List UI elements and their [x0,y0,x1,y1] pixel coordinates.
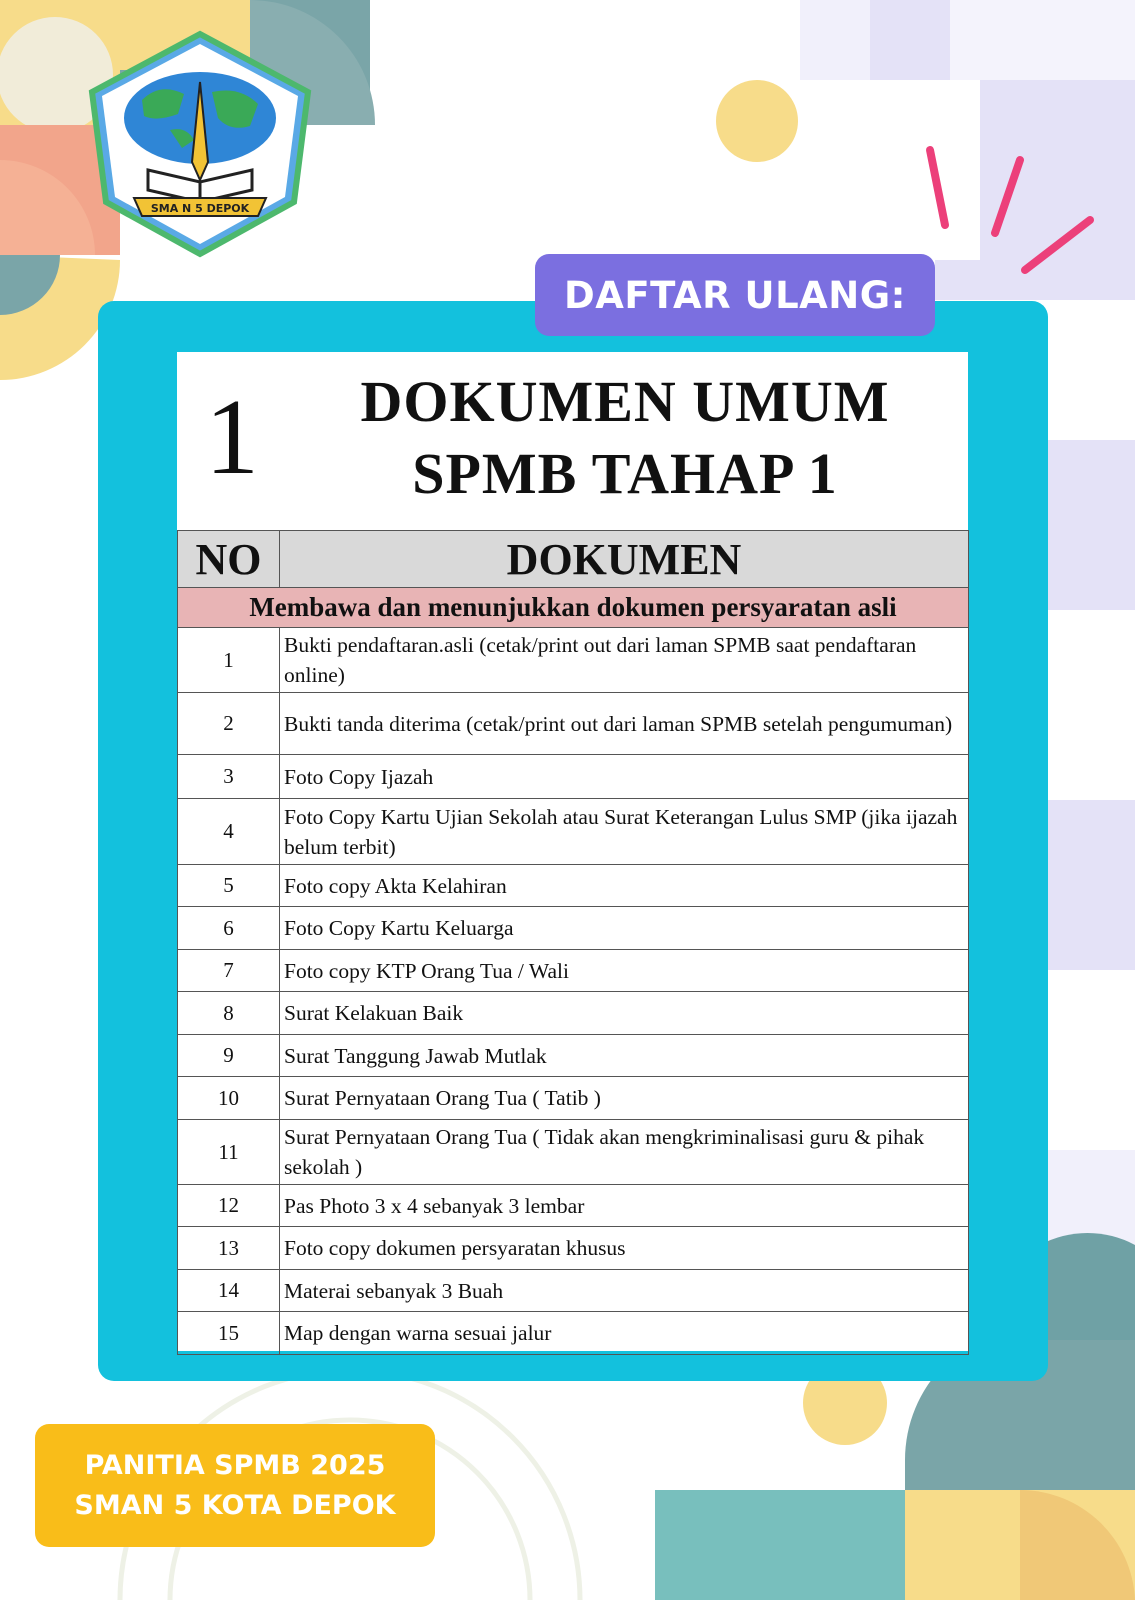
row-text: Foto copy KTP Orang Tua / Wali [280,950,969,992]
row-text: Map dengan warna sesuai jalur [280,1312,969,1355]
document-title-line2: SPMB TAHAP 1 [412,441,838,506]
row-text: Bukti tanda diterima (cetak/print out dari laman SPMB setelah pengumuman) [280,693,969,755]
row-text: Foto Copy Kartu Ujian Sekolah atau Surat Keterangan Lulus SMP (jika ijazah belum terbit) [280,799,969,865]
row-number: 1 [178,628,280,693]
section-number: 1 [205,378,259,497]
table-row [178,1227,969,1270]
row-number: 12 [178,1185,280,1227]
table-row [178,950,969,992]
footer-line1: PANITIA SPMB 2025 [84,1449,386,1481]
row-number: 3 [178,755,280,799]
row-number: 6 [178,907,280,950]
column-header-dokumen: DOKUMEN [280,531,969,588]
row-number: 4 [178,799,280,865]
school-logo [82,30,318,258]
row-number: 14 [178,1270,280,1312]
table-row [178,907,969,950]
daftar-ulang-badge: DAFTAR ULANG: [535,254,935,336]
table-row [178,1120,969,1185]
row-number: 15 [178,1312,280,1355]
document-title-line1: DOKUMEN UMUM [360,369,890,434]
row-text: Pas Photo 3 x 4 sebanyak 3 lembar [280,1185,969,1227]
row-text: Foto copy Akta Kelahiran [280,865,969,907]
column-header-no: NO [178,531,280,588]
table-row [178,1185,969,1227]
footer-badge [35,1424,435,1547]
table-row [178,1312,969,1355]
table-row [178,693,969,755]
row-number: 9 [178,1035,280,1077]
row-text: Surat Pernyataan Orang Tua ( Tidak akan mengkriminalisasi guru & pihak sekolah ) [280,1120,969,1185]
table-row [178,1077,969,1120]
table-row [178,799,969,865]
row-text: Bukti pendaftaran.asli (cetak/print out dari laman SPMB saat pendaftaran online) [280,628,969,693]
table-row [178,865,969,907]
table-row [178,1035,969,1077]
row-text: Surat Pernyataan Orang Tua ( Tatib ) [280,1077,969,1120]
note-text: Membawa dan menunjukkan dokumen persyaratan asli [178,588,969,628]
table-row [178,755,969,799]
table-row [178,1270,969,1312]
row-number: 11 [178,1120,280,1185]
requirements-document [177,352,968,1351]
row-number: 10 [178,1077,280,1120]
table-row [178,992,969,1035]
document-header [177,352,968,530]
row-number: 2 [178,693,280,755]
row-text: Surat Tanggung Jawab Mutlak [280,1035,969,1077]
table-header-row [178,531,969,588]
row-number: 8 [178,992,280,1035]
requirements-table [177,530,969,1355]
row-number: 7 [178,950,280,992]
row-number: 13 [178,1227,280,1270]
table-row [178,628,969,693]
row-text: Foto copy dokumen persyaratan khusus [280,1227,969,1270]
logo-text: SMA N 5 DEPOK [150,202,250,215]
footer-line2: SMAN 5 KOTA DEPOK [74,1489,396,1521]
row-text: Surat Kelakuan Baik [280,992,969,1035]
row-text: Materai sebanyak 3 Buah [280,1270,969,1312]
row-text: Foto Copy Kartu Keluarga [280,907,969,950]
row-number: 5 [178,865,280,907]
note-row [178,588,969,628]
row-text: Foto Copy Ijazah [280,755,969,799]
